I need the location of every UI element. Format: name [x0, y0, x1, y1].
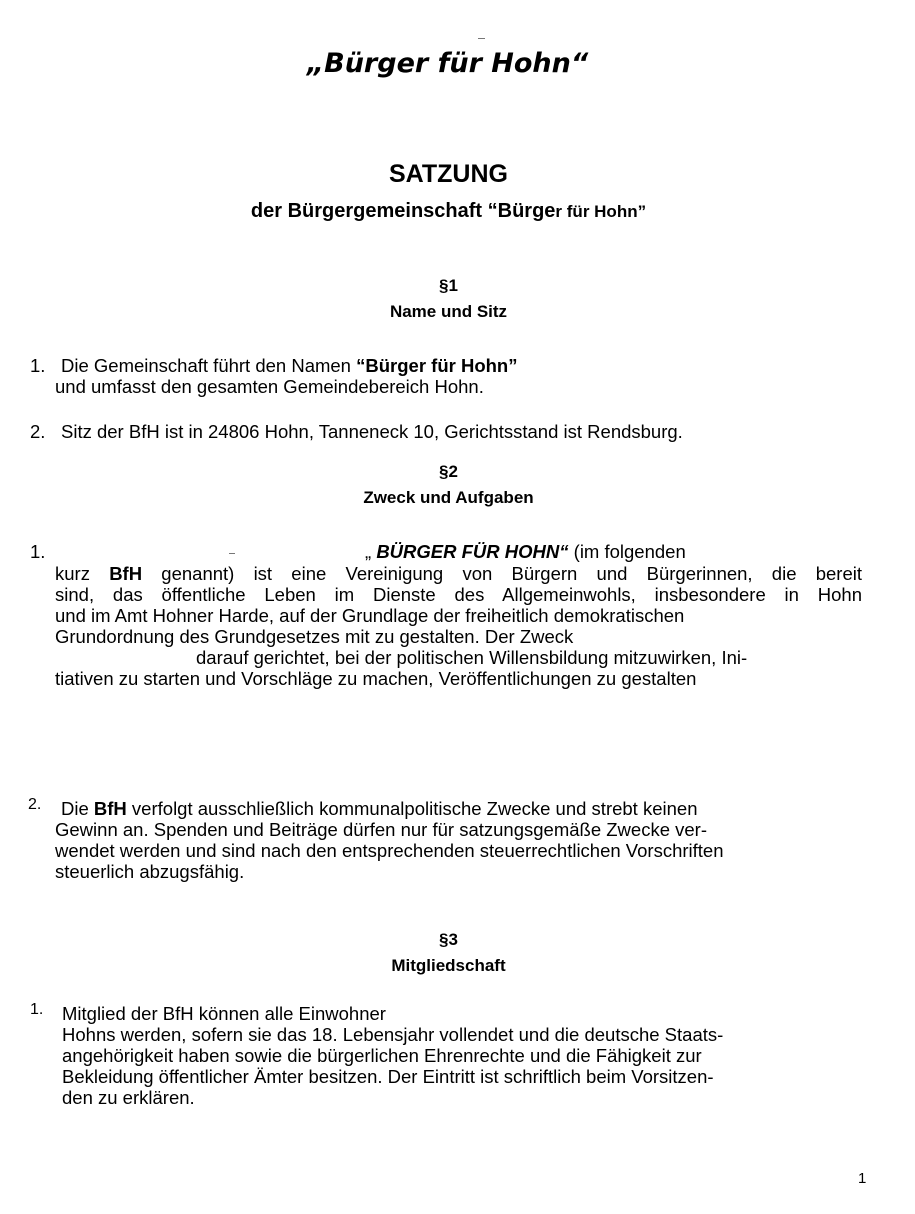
subheading-suffix: für Hohn” [562, 202, 647, 221]
scan-artifact-mark [229, 553, 235, 554]
document-subheading [0, 200, 897, 223]
s2-open-quote: „ [365, 541, 372, 562]
s1-item1-line2: und umfasst den gesamten Gemeindebereich Hohn. [55, 376, 484, 397]
section-3-number: §3 [439, 930, 458, 949]
s2-item2-pre: Die [61, 798, 94, 819]
s2-item1-body [55, 563, 862, 647]
section-1-number: §1 [439, 276, 458, 295]
s2-item2-line3: wendet werden und sind nach den entsprechenden steuerrechtlichen Vorschriften [55, 840, 724, 861]
s1-item2-text: Sitz der BfH ist in 24806 Hohn, Tanneneck 10, Gerichtsstand ist Rendsburg. [61, 421, 683, 442]
s1-item1-text: Die Gemeinschaft führt den Namen [61, 355, 351, 376]
page-number: 1 [858, 1170, 867, 1187]
s3-item1-line4: Bekleidung öffentlicher Ämter besitzen. Der Eintritt ist schriftlich beim Vorsitzen- [62, 1066, 714, 1087]
s3-item1-line5: den zu erklären. [62, 1087, 195, 1108]
s2-line2-bfh: BfH [109, 563, 143, 584]
section-3-title: Mitgliedschaft [391, 956, 506, 975]
s2-item2-line1 [61, 798, 697, 819]
s3-item1-line1: Mitglied der BfH können alle Einwohner [62, 1003, 386, 1024]
s2-after-name: (im folgenden [568, 541, 686, 562]
subheading-r: r [555, 202, 563, 221]
s2-item1-number: 1. [30, 541, 46, 562]
s2-item1-line5: Grundordnung des Grundgesetzes mit zu gestalten. Der Zweck [55, 626, 574, 647]
s2-item2-post: verfolgt ausschließlich kommunalpolitische Zwecke und strebt keinen [126, 798, 698, 819]
section-2-title: Zweck und Aufgaben [363, 488, 534, 507]
s2-item2-line2: Gewinn an. Spenden und Beiträge dürfen nur für satzungsgemäße Zwecke ver- [55, 819, 707, 840]
s2-item2-number: 2. [28, 796, 42, 813]
document-heading: SATZUNG [389, 160, 508, 188]
s2-item1-line6: darauf gerichtet, bei der politischen Willensbildung mitzuwirken, Ini- [196, 647, 748, 668]
s2-org-name: BÜRGER FÜR HOHN“ [376, 541, 569, 562]
s3-item1-line2: Hohns werden, sofern sie das 18. Lebensjahr vollendet und die deutsche Staats- [62, 1024, 724, 1045]
s2-line2-pre: kurz [55, 563, 110, 584]
subheading-prefix: der Bürgergemeinschaft “Bürge [250, 200, 556, 222]
s1-item1-name: “Bürger für Hohn” [356, 355, 518, 376]
s1-item1-line1 [61, 355, 517, 376]
s2-item1-line1 [365, 541, 686, 562]
s3-item1-line3: angehörigkeit haben sowie die bürgerlichen Ehrenrechte und die Fähigkeit zur [62, 1045, 702, 1066]
s2-line2-post: genannt) ist eine Vereinigung von Bürgern und Bürgerinnen, die bereit [142, 563, 862, 584]
s3-item1-number: 1. [30, 1001, 44, 1018]
s2-item1-line7: tiativen zu starten und Vorschläge zu machen, Veröffentlichungen zu gestalten [55, 668, 697, 689]
organization-title: „Bürger für Hohn“ [306, 48, 589, 79]
s1-item1-number: 1. [30, 355, 46, 376]
s2-item1-line2 [55, 563, 862, 584]
s2-item2-line4: steuerlich abzugsfähig. [55, 861, 245, 882]
s2-item1-line3: sind, das öffentliche Leben im Dienste des Allgemeinwohls, insbesondere in Hohn [55, 584, 862, 605]
section-2-number: §2 [439, 462, 458, 481]
s2-item2-bfh: BfH [93, 798, 127, 819]
scan-artifact-mark [478, 38, 485, 39]
section-1-title: Name und Sitz [389, 302, 508, 321]
s1-item2-number: 2. [30, 421, 46, 442]
s2-item1-line4: und im Amt Hohner Harde, auf der Grundlage der freiheitlich demokratischen [55, 605, 685, 626]
